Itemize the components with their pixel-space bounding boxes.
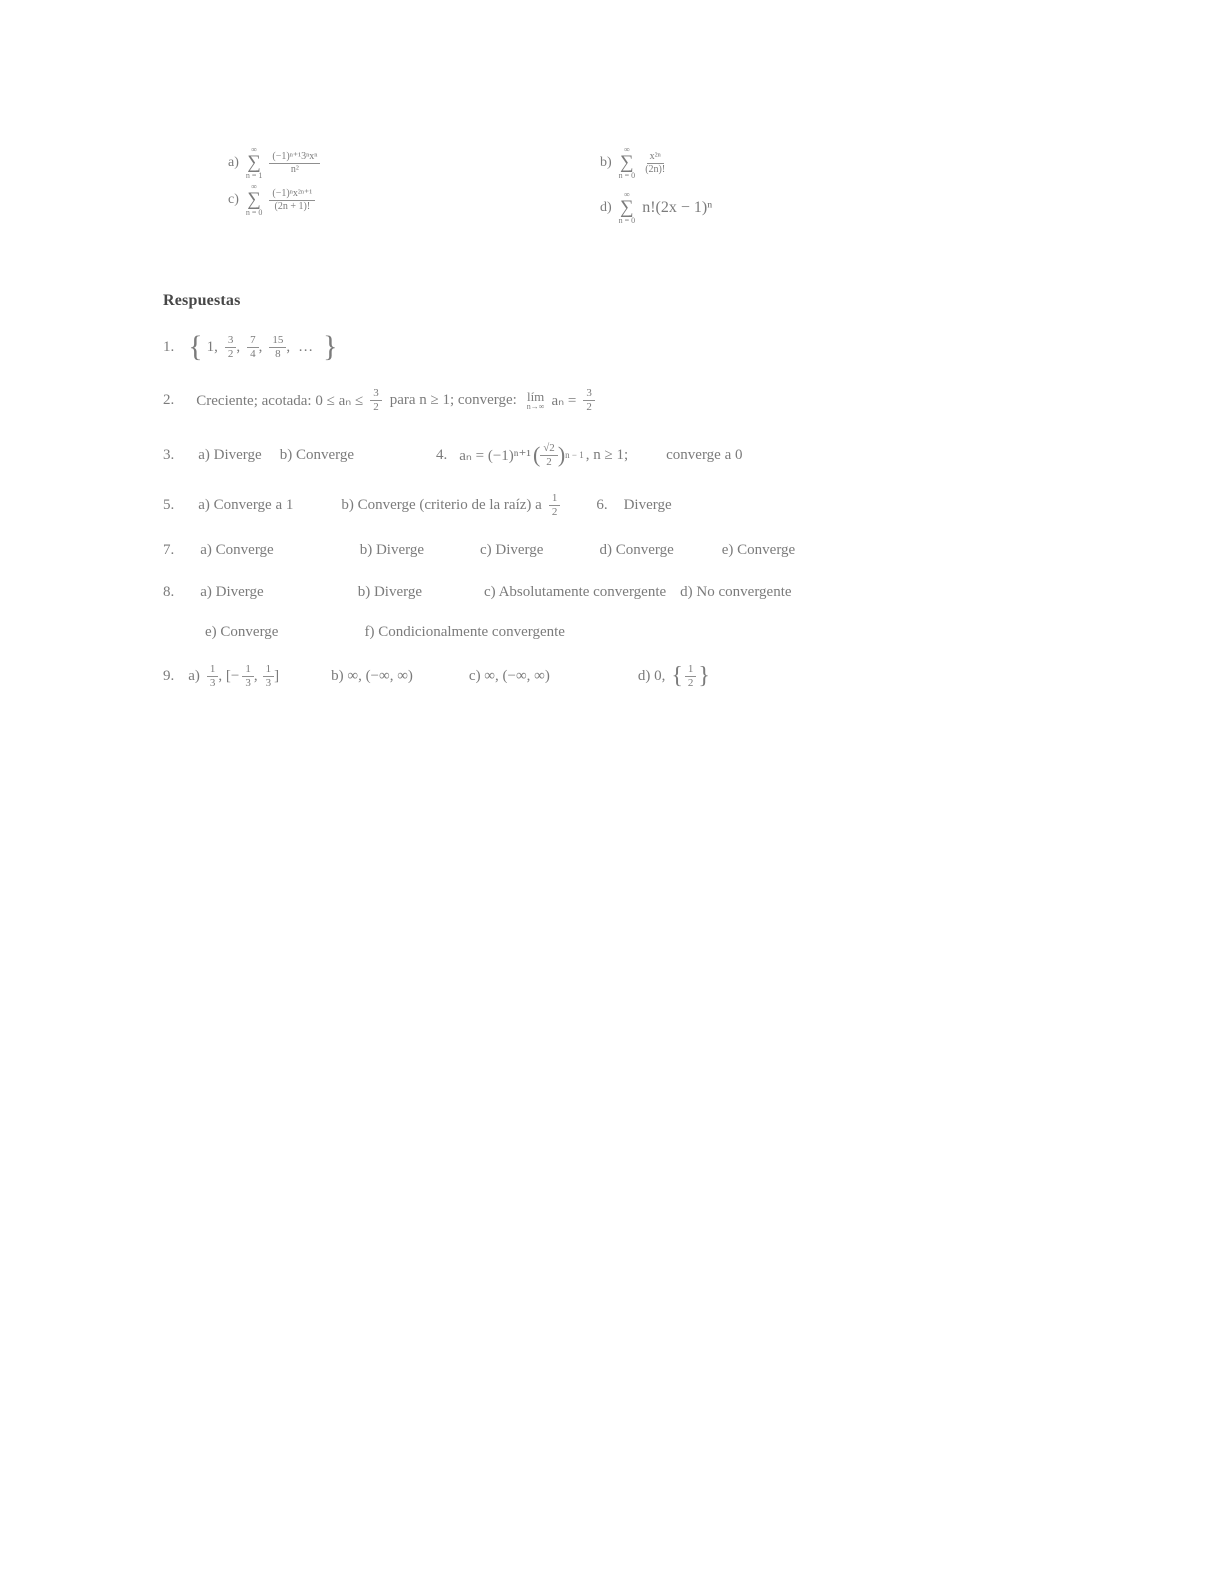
answer-part: b) Converge (criterio de la raíz) a — [341, 496, 542, 513]
fraction — [540, 442, 558, 468]
comma: , — [258, 338, 263, 355]
fraction — [247, 334, 259, 360]
answer-text: aₙ = (−1)ⁿ⁺¹ — [459, 447, 531, 464]
answer-part: a) Diverge — [200, 583, 264, 600]
limit-symbol — [527, 390, 545, 411]
answer-part: d) No convergente — [680, 583, 792, 600]
answer-part: f) Condicionalmente convergente — [364, 623, 565, 640]
interval-close: ] — [274, 667, 280, 684]
fraction — [263, 663, 275, 689]
answer-part: e) Converge — [205, 623, 279, 640]
fraction — [269, 334, 286, 360]
close-brace: } — [698, 663, 710, 689]
answer-number: 2. — [163, 391, 175, 408]
item-c-label: c) — [228, 192, 239, 208]
answer-number: 3. — [163, 446, 175, 463]
sum-upper-limit: ∞ — [624, 145, 630, 154]
fraction — [269, 151, 320, 175]
summation-symbol — [619, 191, 636, 225]
fraction — [549, 492, 561, 518]
open-paren: ( — [532, 442, 541, 467]
answer-part: e) Converge — [721, 541, 796, 558]
answer-text: Creciente; acotada: 0 ≤ aₙ ≤ — [196, 392, 364, 409]
answer-number: 1. — [163, 338, 175, 355]
fraction-numerator: √2 — [540, 442, 558, 456]
answer-part: a) Diverge — [198, 446, 262, 463]
answer-part: a) Converge a 1 — [198, 496, 294, 513]
answer-line-8b — [205, 620, 565, 644]
fraction-denominator: 2 — [546, 455, 552, 468]
fraction — [642, 151, 668, 175]
answer-number: 4. — [436, 446, 448, 463]
answer-text: aₙ = — [551, 392, 577, 409]
sequence-term: 1, — [206, 338, 218, 355]
interval-open: , [− — [218, 667, 240, 684]
answer-line-7 — [163, 538, 795, 562]
fraction-denominator: (2n)! — [645, 163, 666, 175]
fraction — [583, 387, 595, 413]
item-b-label: b) — [600, 155, 612, 171]
series-expression: n!(2x − 1)ⁿ — [642, 199, 713, 217]
item-d-label: d) — [600, 200, 612, 216]
fraction-denominator: (2n + 1)! — [274, 200, 311, 212]
sum-upper-limit: ∞ — [251, 145, 257, 154]
fraction — [242, 663, 254, 689]
sum-lower-limit: n = 1 — [245, 171, 263, 181]
comma: , — [253, 667, 258, 684]
answer-text: para n ≥ 1; converge: — [389, 391, 517, 408]
fraction-denominator: 3 — [209, 676, 216, 689]
fraction-denominator: 2 — [551, 505, 558, 518]
answer-number: 6. — [596, 496, 608, 513]
answer-text: converge a 0 — [666, 446, 743, 463]
open-brace: { — [188, 330, 203, 363]
exercise-item-b — [600, 146, 668, 180]
answer-text: , n ≥ 1; — [585, 446, 629, 463]
fraction-numerator: 1 — [263, 663, 275, 677]
answer-part: d) 0, — [637, 667, 666, 684]
fraction-denominator: 2 — [373, 400, 379, 413]
answer-number: 9. — [163, 667, 175, 684]
close-paren: ) — [557, 442, 566, 467]
answer-line-9 — [163, 658, 710, 694]
answer-part-label: a) — [188, 667, 200, 684]
fraction-denominator: 2 — [586, 400, 592, 413]
answer-number: 5. — [163, 496, 175, 513]
exercise-item-a — [228, 146, 320, 180]
fraction — [207, 663, 219, 689]
fraction-numerator: 3 — [583, 387, 595, 401]
sigma-glyph: ∑ — [620, 197, 634, 218]
answers-heading: Respuestas — [163, 292, 241, 309]
answer-line-1 — [163, 326, 338, 368]
fraction-denominator: 4 — [250, 347, 256, 360]
exercise-item-d — [600, 191, 712, 225]
sum-lower-limit: n = 0 — [245, 208, 263, 218]
answer-number: 7. — [163, 541, 175, 558]
fraction-numerator: 7 — [247, 334, 259, 348]
fraction-numerator: (−1)ⁿ⁺¹3ⁿxⁿ — [269, 151, 320, 164]
summation-symbol — [246, 146, 263, 180]
sum-upper-limit: ∞ — [251, 182, 257, 191]
fraction-numerator: x²ⁿ — [647, 151, 664, 164]
fraction-denominator: n² — [290, 163, 299, 175]
fraction — [685, 663, 697, 689]
sigma-glyph: ∑ — [247, 189, 261, 210]
fraction-denominator: 8 — [275, 347, 281, 360]
ellipsis: … — [298, 338, 314, 355]
sigma-glyph: ∑ — [247, 152, 261, 173]
answer-line-3-4: 3. a) Diverge b) Converge 4. aₙ = (−1)ⁿ⁺¹ ( $\frac{√2}{2}$ ) n − 1 , n ≥ 1; converge a 0 — [163, 441, 743, 468]
fraction — [370, 387, 382, 413]
sum-upper-limit: ∞ — [624, 190, 630, 199]
comma: , — [236, 338, 241, 355]
sigma-glyph: ∑ — [620, 152, 634, 173]
comma: , — [286, 338, 291, 355]
limit-word: lím — [526, 388, 545, 404]
summation-symbol — [246, 183, 263, 217]
answer-part: d) Converge — [599, 541, 674, 558]
answer-part: b) Diverge — [359, 541, 424, 558]
sum-lower-limit: n = 0 — [618, 171, 636, 181]
fraction-numerator: 3 — [370, 387, 382, 401]
answer-part: c) Diverge — [480, 541, 544, 558]
fraction-numerator: 1 — [549, 492, 561, 506]
answer-line-5-6 — [163, 488, 672, 522]
fraction — [225, 334, 237, 360]
fraction-denominator: 2 — [227, 347, 234, 360]
fraction-numerator: 1 — [242, 663, 254, 677]
fraction-numerator: 1 — [207, 663, 219, 677]
limit-subscript: n→∞ — [526, 401, 545, 411]
answer-line-2 — [163, 382, 595, 418]
answer-part: c) ∞, (−∞, ∞) — [468, 667, 550, 684]
fraction-numerator: (−1)ⁿx²ⁿ⁺¹ — [269, 188, 315, 201]
open-brace: { — [671, 663, 683, 689]
answer-part: b) ∞, (−∞, ∞) — [331, 667, 413, 684]
fraction — [269, 188, 315, 212]
exercise-item-c — [228, 183, 315, 217]
answer-part: b) Converge — [279, 446, 354, 463]
fraction-numerator: 1 — [685, 663, 697, 677]
fraction-numerator: 15 — [269, 334, 286, 348]
sum-lower-limit: n = 0 — [618, 216, 636, 226]
answer-part: b) Diverge — [357, 583, 422, 600]
fraction-denominator: 3 — [245, 676, 251, 689]
item-a-label: a) — [228, 155, 239, 171]
answer-part: c) Absolutamente convergente — [484, 583, 667, 600]
fraction-denominator: 2 — [687, 676, 694, 689]
answer-line-8 — [163, 580, 792, 604]
answer-part: Diverge — [623, 496, 672, 513]
close-brace: } — [323, 330, 338, 363]
fraction-numerator: 3 — [225, 334, 237, 348]
answer-number: 8. — [163, 583, 175, 600]
fraction-denominator: 3 — [265, 676, 272, 689]
answer-part: a) Converge — [200, 541, 274, 558]
summation-symbol — [619, 146, 636, 180]
